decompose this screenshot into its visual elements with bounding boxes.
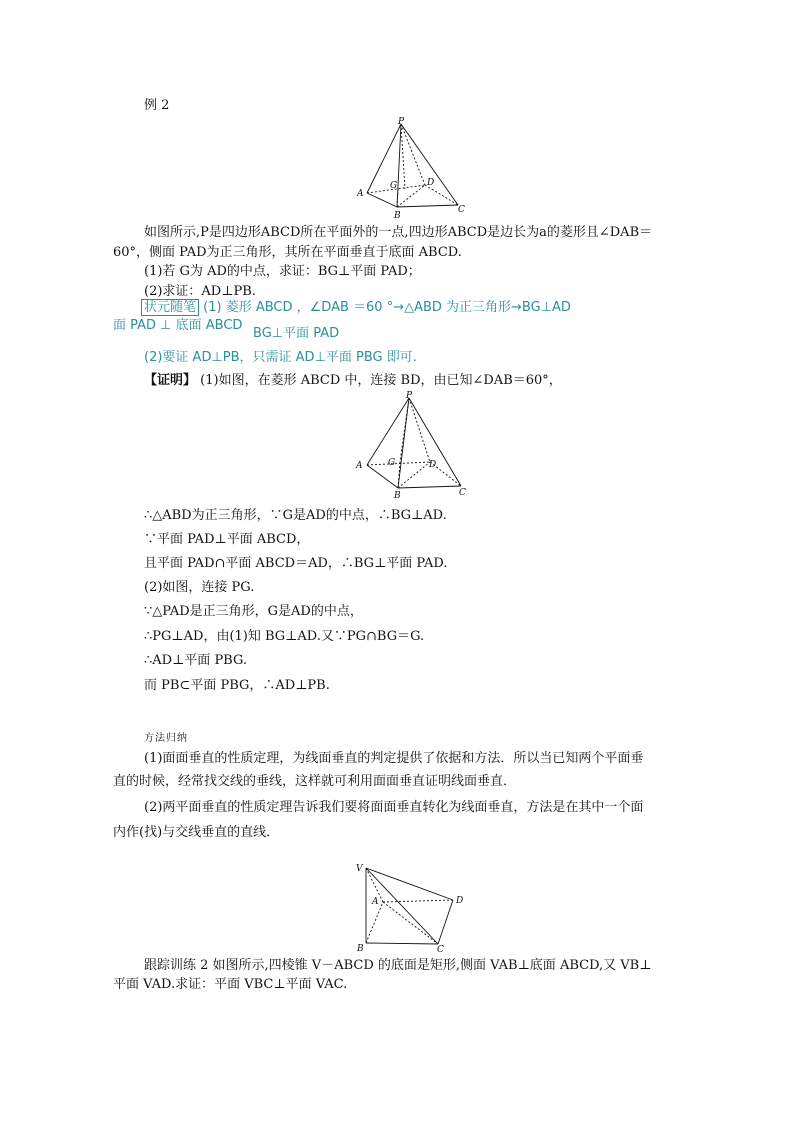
pyramid-figure-1 bbox=[350, 115, 470, 220]
proof-step-3: 且平面 PAD∩平面 ABCD＝AD，∴BG⊥平面 PAD. bbox=[144, 556, 448, 571]
proof-tag: 【证明】 bbox=[144, 373, 197, 388]
vertex-label-B: B bbox=[394, 491, 401, 501]
vertex-label-V: V bbox=[356, 864, 363, 874]
point-label-G: G bbox=[388, 458, 396, 468]
proof-step-8: 而 PB⊂平面 PBG，∴AD⊥PB. bbox=[144, 678, 330, 693]
method-p2-line1: (2)两平面垂直的性质定理告诉我们要将面面垂直转化为线面垂直，方法是在其中一个面 bbox=[144, 800, 644, 815]
question-1: (1)若 G为 AD的中点，求证：BG⊥平面 PAD； bbox=[144, 264, 421, 279]
question-2: (2)求证：AD⊥PB. bbox=[144, 284, 256, 299]
point-label-G: G bbox=[390, 181, 398, 191]
vertex-label-P: P bbox=[398, 117, 405, 127]
vertex-label-A: A bbox=[357, 189, 364, 199]
proof-step-6: ∴PG⊥AD，由(1)知 BG⊥AD.又∵PG∩BG＝G. bbox=[144, 629, 425, 644]
proof-step-5: ∵△PAD是正三角形，G是AD的中点， bbox=[144, 604, 363, 619]
vertex-label-A: A bbox=[356, 461, 363, 471]
vertex-label-B: B bbox=[357, 944, 364, 954]
problem-line-1: 如图所示,P是四边形ABCD所在平面外的一点,四边形ABCD是边长为a的菱形且∠DAB＝ bbox=[144, 225, 653, 240]
proof-step-1: ∴△ABD为正三角形，∵G是AD的中点，∴BG⊥AD. bbox=[144, 508, 447, 523]
vertex-label-B: B bbox=[394, 211, 401, 221]
vertex-label-C: C bbox=[459, 488, 466, 498]
hint-line-2a: 面 PAD ⊥ 底面 ABCD bbox=[113, 318, 243, 333]
pyramid-figure-2 bbox=[350, 390, 470, 500]
example-label: 例 2 bbox=[144, 98, 170, 113]
vertex-label-D: D bbox=[429, 460, 437, 470]
proof-step-4: (2)如图，连接 PG. bbox=[144, 580, 255, 595]
vertex-label-C: C bbox=[458, 205, 465, 215]
vertex-label-D: D bbox=[427, 178, 435, 188]
vertex-label-P: P bbox=[406, 391, 413, 401]
vertex-label-D: D bbox=[456, 896, 464, 906]
hint-tag: 状元随笔 bbox=[141, 299, 199, 316]
hint-line-2b: BG⊥平面 PAD bbox=[253, 326, 340, 341]
exercise-line-2: 平面 VAD.求证：平面 VBC⊥平面 VAC. bbox=[113, 977, 348, 992]
pyramid-figure-3 bbox=[352, 860, 472, 955]
hint-line-3: (2)要证 AD⊥PB，只需证 AD⊥平面 PBG 即可. bbox=[144, 350, 417, 365]
hint-line-1-text: (1) 菱形 ABCD ，∠DAB ＝60 °→△ABD 为正三角形→BG⊥AD bbox=[203, 300, 571, 315]
method-p1-line2: 直的时候，经常找交线的垂线，这样就可利用面面垂直证明线面垂直． bbox=[113, 774, 517, 789]
proof-intro-text: (1)如图，在菱形 ABCD 中，连接 BD，由已知∠DAB＝60°， bbox=[200, 373, 562, 388]
exercise-line-1: 跟踪训练 2 如图所示,四棱锥 V－ABCD 的底面是矩形,侧面 VAB⊥底面 ABCD,又 VB⊥ bbox=[144, 958, 652, 973]
hint-line-1 bbox=[141, 299, 571, 317]
method-p1-line1: (1)面面垂直的性质定理，为线面垂直的判定提供了依据和方法．所以当已知两个平面垂 bbox=[144, 751, 644, 766]
proof-intro bbox=[144, 372, 562, 390]
vertex-label-A: A bbox=[372, 897, 379, 907]
problem-line-2: 60°，侧面 PAD为正三角形，其所在平面垂直于底面 ABCD. bbox=[113, 245, 462, 260]
proof-step-7: ∴AD⊥平面 PBG. bbox=[144, 653, 248, 668]
vertex-label-C: C bbox=[437, 945, 444, 955]
method-heading: 方法归纳 bbox=[144, 733, 188, 744]
proof-step-2: ∵平面 PAD⊥平面 ABCD， bbox=[144, 532, 310, 547]
method-p2-line2: 内作(找)与交线垂直的直线． bbox=[113, 825, 280, 840]
